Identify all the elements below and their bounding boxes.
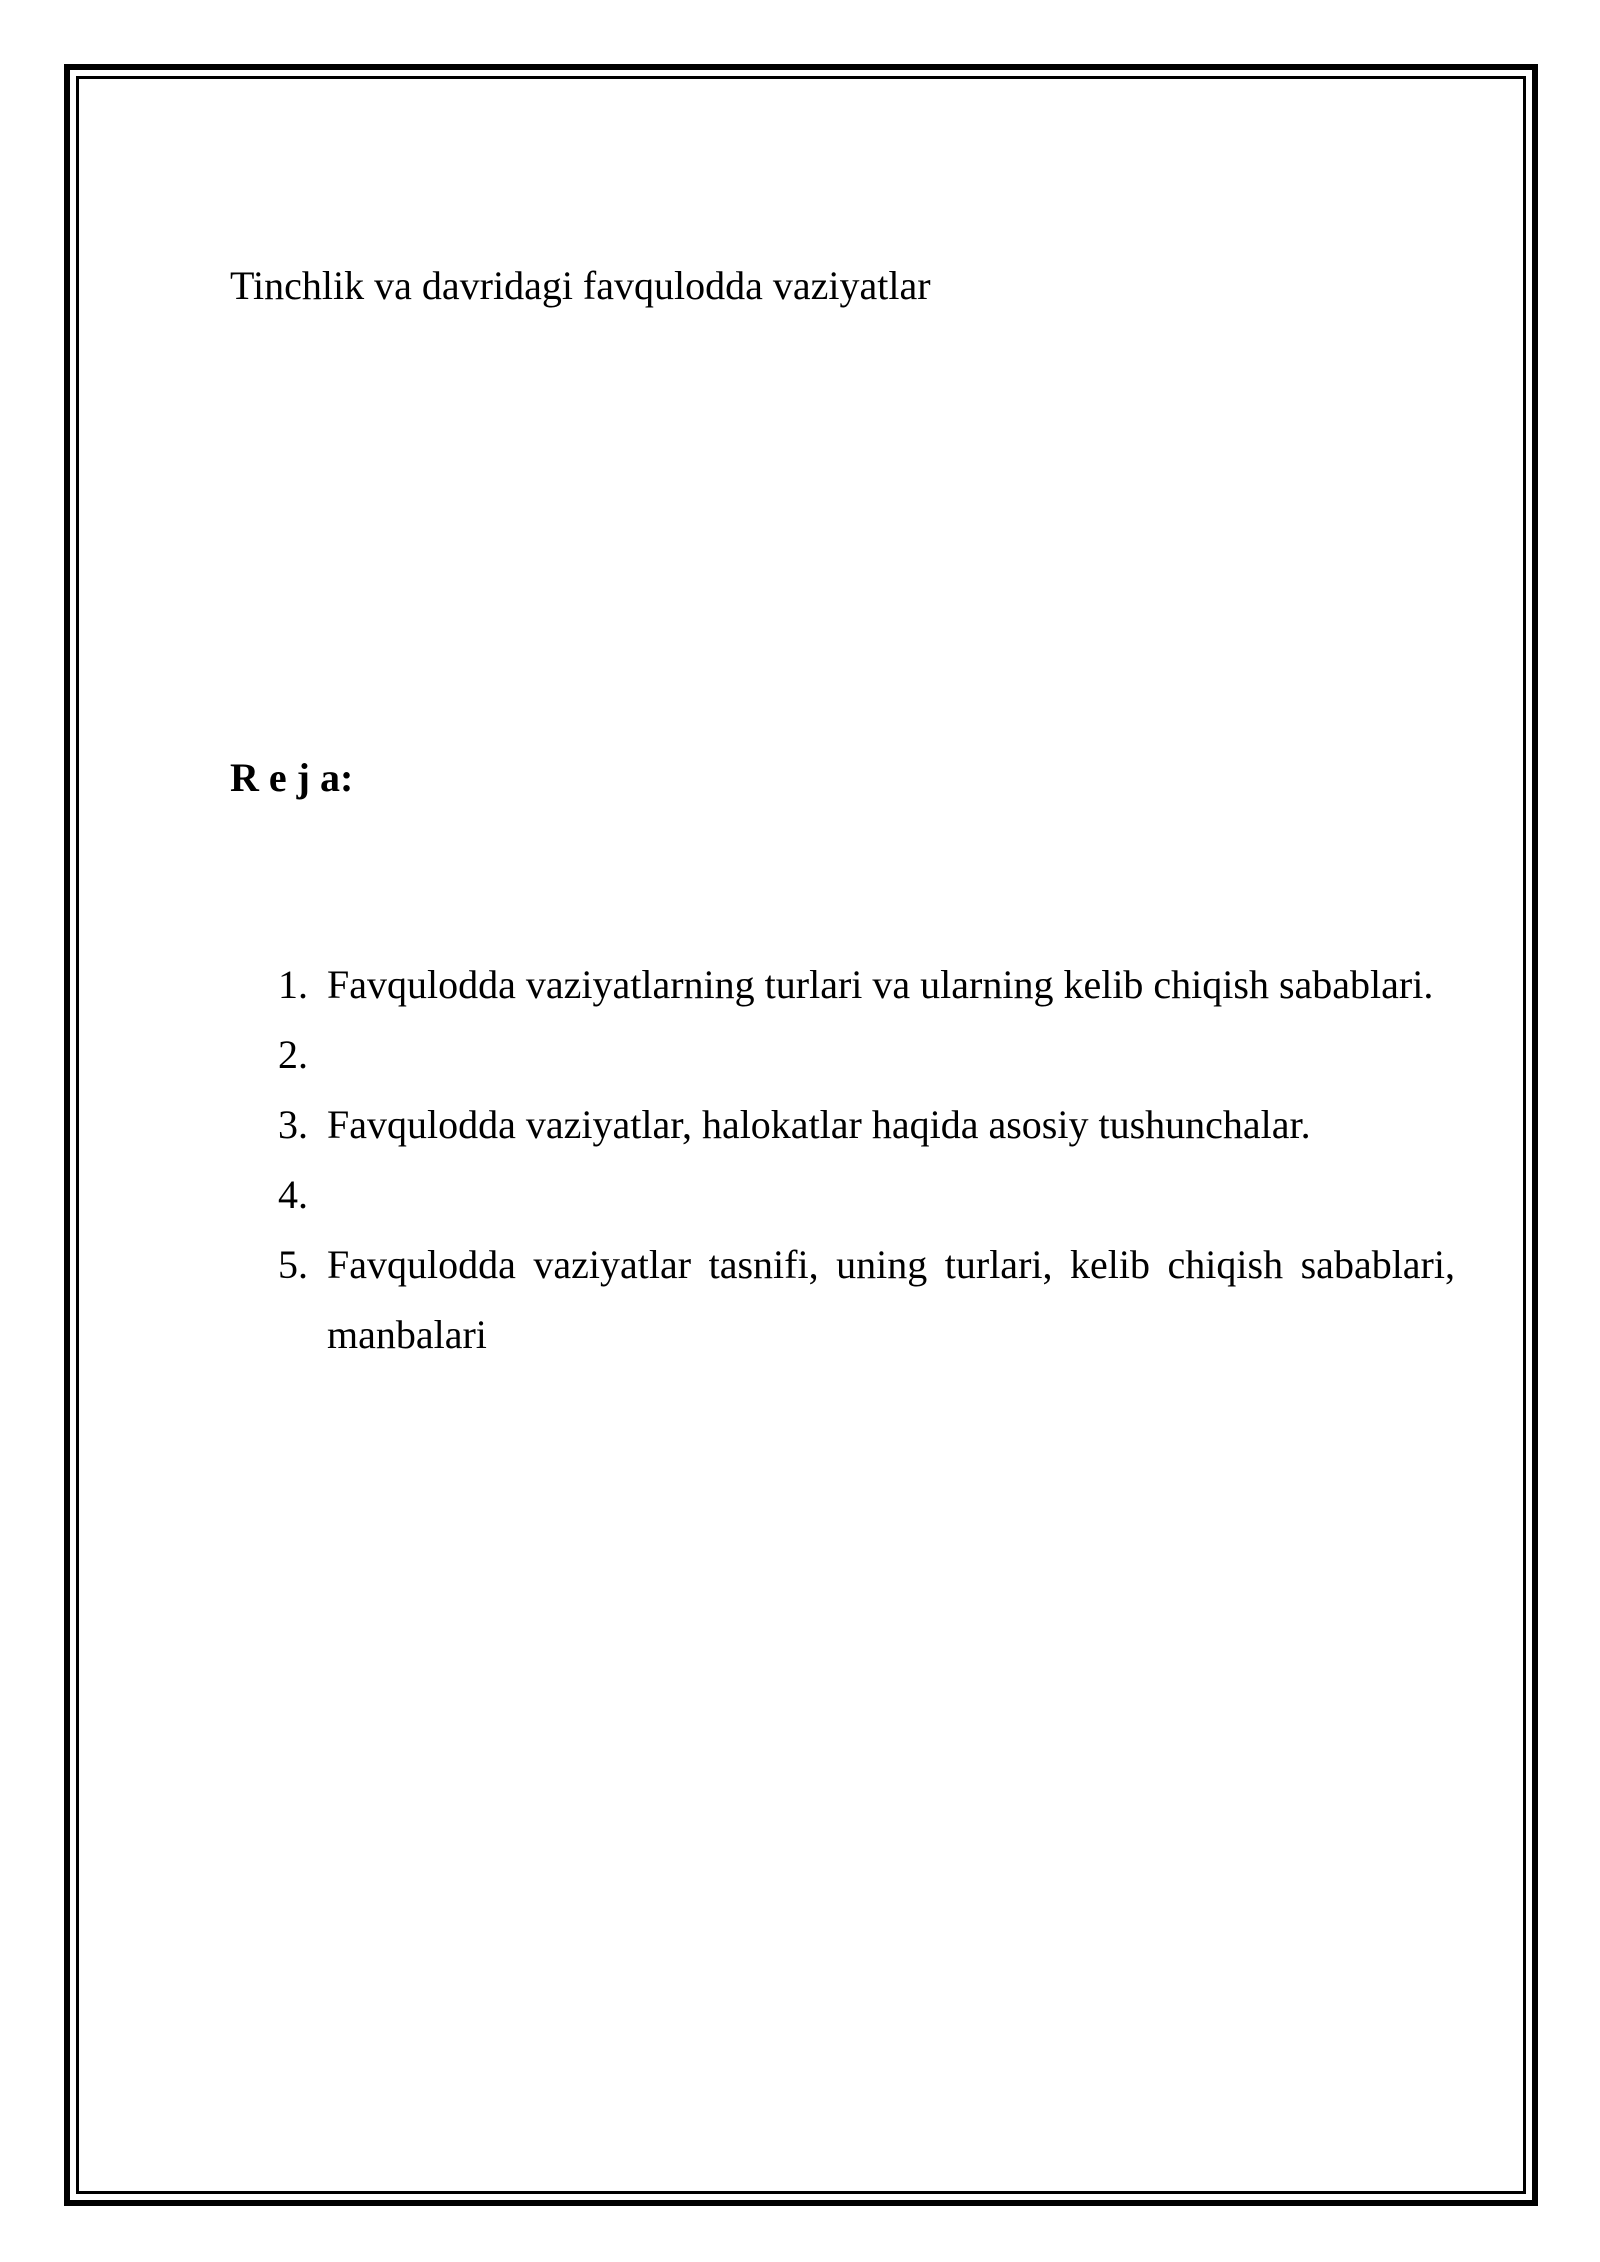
plan-item-number: 5. [278, 1242, 308, 1287]
plan-item-3 [230, 1090, 1455, 1160]
plan-heading: R e j a: [230, 755, 354, 800]
plan-item-5 [230, 1230, 1455, 1370]
plan-item-1 [230, 950, 1455, 1020]
plan-item-text: Favqulodda vaziyatlar tasnifi, uning turlari, kelib chiqish sabablari, manbalari [327, 1242, 1455, 1357]
plan-list [230, 950, 1455, 1370]
plan-item-text: Favqulodda vaziyatlar, halokatlar haqida asosiy tushunchalar. [327, 1102, 1311, 1147]
document-title: Tinchlik va davridagi favqulodda vaziyatlar [230, 263, 931, 308]
plan-item-text: Favqulodda vaziyatlarning turlari va ularning kelib chiqish sabablari. [327, 962, 1434, 1007]
plan-item-number: 2. [278, 1032, 308, 1077]
plan-item-number: 4. [278, 1172, 308, 1217]
plan-item-2 [230, 1020, 1455, 1090]
plan-item-4 [230, 1160, 1455, 1230]
plan-item-number: 3. [278, 1102, 308, 1147]
plan-item-number: 1. [278, 962, 308, 1007]
